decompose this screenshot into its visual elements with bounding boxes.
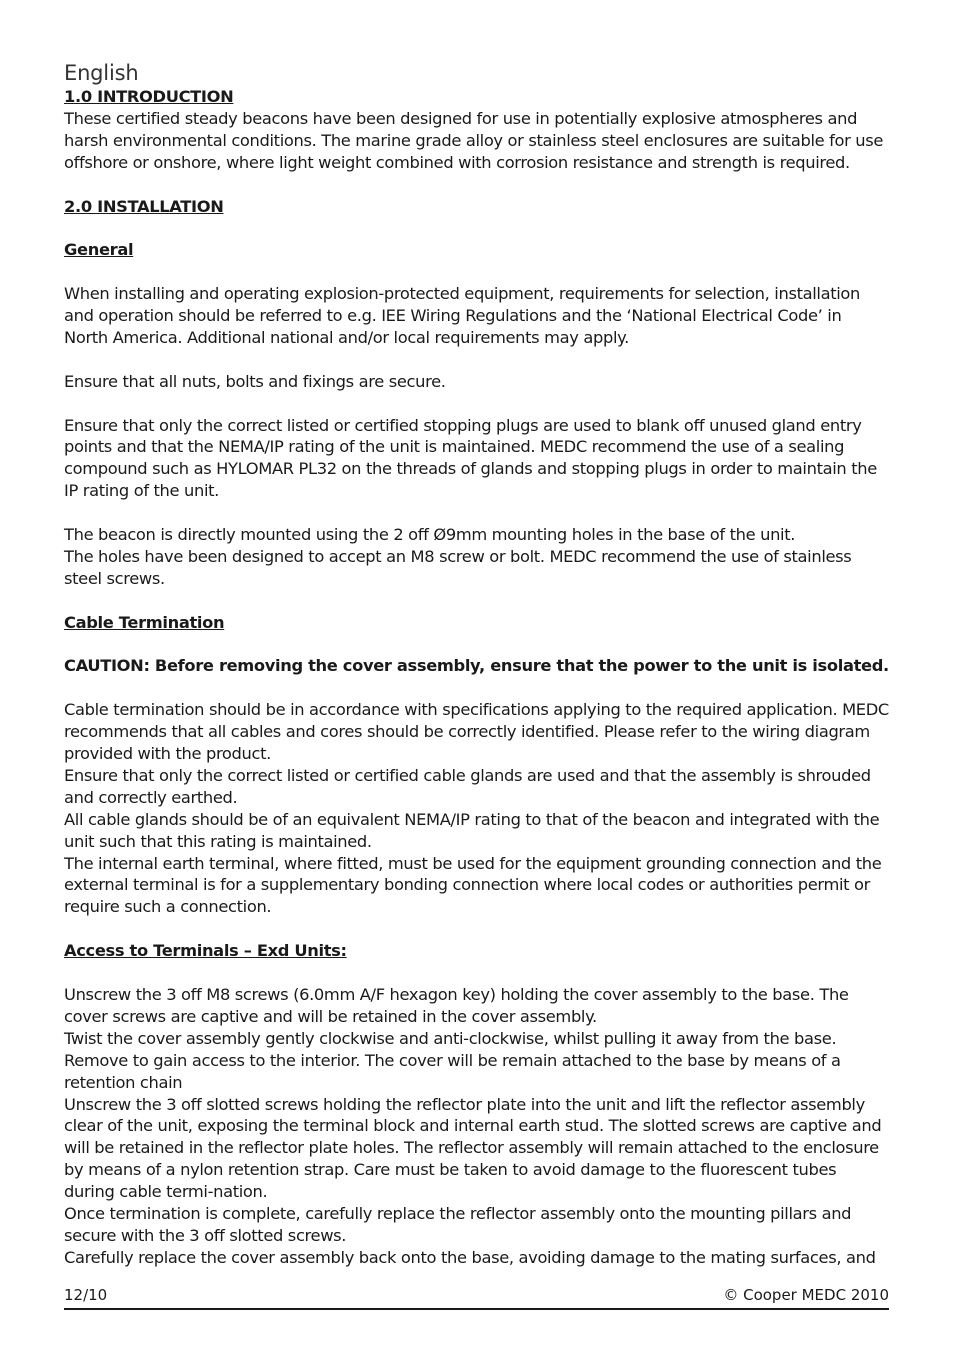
caution-notice: CAUTION: Before removing the cover assembly, ensure that the power to the unit is isolated.	[64, 656, 889, 676]
cable-paragraph-1: Cable termination should be in accordance with specifications applying to the required application. MEDC recommends that all cables and cores should be correctly identified. Please refer to the wiring diagram provided with the product.	[64, 700, 889, 764]
access-paragraph-4: Once termination is complete, carefully replace the reflector assembly onto the mounting pillars and secure with the 3 off slotted screws.	[64, 1204, 852, 1245]
page-footer	[64, 1284, 889, 1310]
access-paragraph-5: Carefully replace the cover assembly back onto the base, avoiding damage to the mating surfaces, and	[64, 1247, 876, 1267]
access-paragraph-2: Twist the cover assembly gently clockwise and anti-clockwise, whilst pulling it away from the base. Remove to gain access to the interior. The cover will be remain attached to the base by means of a retention chain	[64, 1028, 841, 1092]
cable-paragraph-2: Ensure that only the correct listed or certified cable glands are used and that the assembly is shrouded and correctly earthed.	[64, 765, 871, 807]
intro-heading: 1.0 INTRODUCTION	[64, 87, 234, 106]
footer-date: 12/10	[64, 1286, 108, 1304]
access-paragraph-1: Unscrew the 3 off M8 screws (6.0mm A/F hexagon key) holding the cover assembly to the base. The cover screws are captive and will be retained in the cover assembly.	[64, 984, 849, 1026]
intro-paragraph: These certified steady beacons have been designed for use in potentially explosive atmospheres and harsh environmental conditions. The marine grade alloy or stainless steel enclosures are suitable for use offshore or onshore, where light weight combined with corrosion resistance and strength is required.	[64, 108, 884, 172]
general-paragraph-2: Ensure that all nuts, bolts and fixings are secure.	[64, 371, 446, 391]
general-heading: General	[64, 240, 134, 260]
general-paragraph-1: When installing and operating explosion-protected equipment, requirements for selection, installation and operation should be referred to e.g. IEE Wiring Regulations and the ‘National Electrical Code’ in North America. Additional national and/or local requirements may apply.	[64, 284, 860, 347]
footer-copyright: © Cooper MEDC 2010	[723, 1286, 889, 1304]
cable-paragraph-3: All cable glands should be of an equivalent NEMA/IP rating to that of the beacon and integrated with the unit such that this rating is maintained.	[64, 809, 880, 851]
cable-paragraph-4: The internal earth terminal, where fitted, must be used for the equipment grounding connection and the external terminal is for a supplementary bonding connection where local codes or authorities permit or require such a connection.	[64, 853, 882, 917]
document-page	[64, 60, 889, 1269]
access-paragraph-3: Unscrew the 3 off slotted screws holding the reflector plate into the unit and lift the reflector assembly clear of the unit, exposing the terminal block and internal earth stud. The slotted screws are captive and will be retained in the reflector plate holes. The reflector assembly will remain attached to the enclosure by means of a nylon retention strap. Care must be taken to avoid damage to the fluorescent tubes during cable termi-nation.	[64, 1094, 882, 1202]
general-paragraph-3: Ensure that only the correct listed or certified stopping plugs are used to blank off unused gland entry points and that the NEMA/IP rating of the unit is maintained. MEDC recommend the use of a sealing compound such as HYLOMAR PL32 on the threads of glands and stopping plugs in order to maintain the IP rating of the unit.	[64, 415, 877, 501]
installation-heading: 2.0 INSTALLATION	[64, 196, 224, 216]
general-paragraph-4a: The beacon is directly mounted using the 2 off Ø9mm mounting holes in the base of the unit.	[64, 525, 796, 545]
access-terminals-heading: Access to Terminals – Exd Units:	[64, 941, 347, 961]
language-label: English	[64, 61, 139, 85]
cable-termination-heading: Cable Termination	[64, 612, 225, 632]
general-paragraph-4b: The holes have been designed to accept an M8 screw or bolt. MEDC recommend the use of stainless steel screws.	[64, 546, 852, 588]
